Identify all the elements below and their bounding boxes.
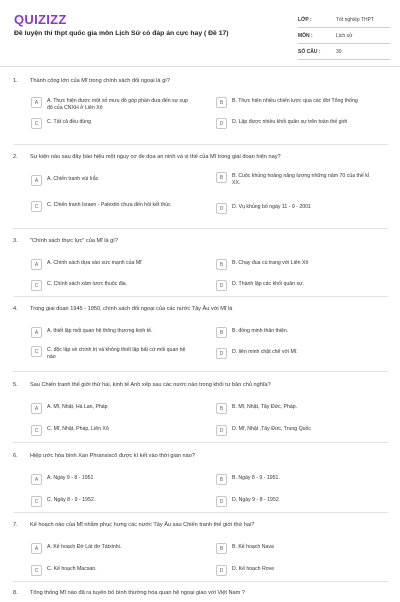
question-number: 5. [13, 382, 18, 388]
option-d[interactable] [216, 497, 376, 507]
question-number: 2. [13, 154, 18, 160]
question-text: Tổng thống Mĩ nào đã ra tuyên bố bình thường hóa quan hệ ngoại giao với Việt Nam ? [30, 590, 245, 596]
meta-value: 30 [336, 48, 342, 55]
option-text: D. Kế hoạch Rove [232, 566, 275, 572]
option-letter: B [216, 97, 227, 108]
question-item [0, 78, 400, 127]
option-a[interactable] [31, 544, 191, 554]
option-text: D. liên minh chặt chẽ với Mĩ. [232, 349, 298, 355]
option-c[interactable] [31, 347, 191, 360]
option-text: B. Mĩ, Nhật, Tây Đức, Pháp. [232, 404, 298, 410]
option-letter: A [31, 259, 42, 270]
option-text: B. Thực hiện nhiều chiến lược qua các đời Tổng thống [232, 98, 358, 104]
option-letter: C [31, 118, 42, 129]
option-text: A. Mĩ, Nhật, Hà Lan, Pháp [47, 404, 108, 410]
option-letter: C [31, 425, 42, 436]
option-text: C. Chính sách xâm lược thuộc địa. [47, 281, 128, 287]
meta-row-count [298, 44, 390, 60]
option-text: C. Chiến tranh Israen - Palextin chưa đến hồi kết thúc [47, 202, 171, 208]
option-d[interactable] [216, 566, 376, 576]
option-text: D. Ngày 9 - 8 - 1952 [232, 497, 279, 503]
option-letter: D [216, 425, 227, 436]
option-a[interactable] [31, 404, 191, 414]
option-c[interactable] [31, 281, 191, 291]
option-text: C. Ngày 8 - 9 - 1952. [47, 497, 96, 503]
option-b[interactable] [216, 404, 376, 414]
option-text: A. thiết lập mối quan hệ thông thương kinh tế. [47, 328, 153, 334]
meta-row-subject [298, 28, 390, 44]
meta-row-grade [298, 12, 390, 28]
option-letter: A [31, 175, 42, 186]
option-text: B. đồng minh thân thiện. [232, 328, 289, 334]
question-number: 1. [13, 78, 18, 84]
option-letter: C [31, 201, 42, 212]
question-divider [13, 442, 388, 443]
question-number: 3. [13, 238, 18, 244]
option-letter: C [31, 280, 42, 291]
question-text: Sau Chiến tranh thế giới thứ hai, kinh tế Anh xếp sau các nước nào trong khối tư bản chủ nghĩa? [30, 382, 271, 388]
option-letter: D [216, 348, 227, 359]
option-a[interactable] [31, 475, 191, 485]
option-b[interactable] [216, 544, 376, 554]
option-a[interactable] [31, 328, 191, 338]
option-text: B. Kế hoạch Nava [232, 544, 274, 550]
question-text: Sự kiện nào sau đây báo hiệu một nguy cơ đe dọa an ninh và vị thế của Mĩ trong giai đoạn hiện nay? [30, 154, 281, 160]
option-text: A. Chính sách dựa vào sức mạnh của Mĩ [47, 260, 142, 266]
option-letter: B [216, 327, 227, 338]
question-divider [13, 581, 388, 582]
question-divider [13, 296, 388, 297]
option-b[interactable] [216, 260, 376, 270]
question-item [0, 590, 400, 602]
question-text: "Chính sách thực lực" của Mĩ là gì? [30, 238, 118, 244]
question-text: Thành công lớn của Mĩ trong chính sách đối ngoại là gì? [30, 78, 170, 84]
option-a[interactable] [31, 260, 191, 270]
worksheet-title: Đề luyện thi thpt quốc gia môn Lịch Sử có đáp án cực hay ( Đề 17) [14, 30, 229, 37]
question-divider [13, 144, 388, 145]
option-text: A. Chiến tranh vùi Irắc [47, 176, 99, 182]
option-text: B. Chạy đua cù trang với Liên Xô [232, 260, 309, 266]
meta-value: Tốt nghiệp THPT [336, 16, 374, 23]
option-b[interactable] [216, 173, 376, 186]
option-text: C. Mĩ, Nhật, Pháp, Liên Xô [47, 426, 109, 432]
option-text: D. Mĩ, Nhật ,Tây Đức, Trung Quốc [232, 426, 312, 432]
option-letter: D [216, 118, 227, 129]
option-letter: C [31, 496, 42, 507]
option-a[interactable] [31, 98, 191, 111]
option-d[interactable] [216, 119, 376, 129]
option-letter: B [216, 403, 227, 414]
question-text: Kế hoạch nào của Mĩ nhằm phục hưng các nước Tây Âu sau Chiến tranh thế giới thứ hai? [30, 522, 255, 528]
option-b[interactable] [216, 328, 376, 338]
option-letter: C [31, 346, 42, 357]
meta-label: LỚP : [298, 16, 312, 23]
worksheet-meta [298, 12, 390, 60]
option-d[interactable] [216, 426, 376, 436]
option-text: A. Ngày 9 - 8 - 1951 [47, 475, 94, 481]
meta-label: MÔN : [298, 32, 313, 39]
option-text: D. Lập được nhiều khối quân sự trên toàn thế giới [232, 119, 348, 125]
question-text: Trong giai đoạn 1945 - 1950, chính sách đối ngoại của các nước Tây Âu với Mĩ là [30, 306, 233, 312]
option-letter: D [216, 565, 227, 576]
question-number: 6. [13, 453, 18, 459]
option-letter: A [31, 474, 42, 485]
option-c[interactable] [31, 426, 191, 436]
question-item [0, 453, 400, 505]
option-letter: B [216, 543, 227, 554]
option-c[interactable] [31, 497, 191, 507]
question-divider [13, 228, 388, 229]
option-c[interactable] [31, 566, 191, 576]
option-text: A. Thực hiện được một số mưu đồ góp phần đưa đến sự sụp đổ của CNXH ở Liên Xô [47, 98, 188, 111]
option-d[interactable] [216, 281, 376, 291]
option-c[interactable] [31, 202, 191, 212]
question-item [0, 238, 400, 289]
option-text: C. Tất cả đều đúng [47, 119, 92, 125]
option-b[interactable] [216, 98, 376, 108]
option-a[interactable] [31, 176, 191, 186]
option-text: C. Kế hoạch Macsan. [47, 566, 97, 572]
meta-value: Lịch sử [336, 32, 353, 39]
option-letter: B [216, 172, 227, 183]
option-text: A. Kế hoạch Đờ Lát đơ Tátxinhi. [47, 544, 122, 550]
question-text: Hiệp ước hòa bình Xan Phranxixcô được kí kết vào thời gian nào? [30, 453, 195, 459]
question-item [0, 522, 400, 574]
option-letter: D [216, 280, 227, 291]
quizizz-logo: QUIZIZZ [14, 12, 67, 27]
question-item [0, 154, 400, 212]
option-text: D. Thành lập các khối quân sự. [232, 281, 305, 287]
option-b[interactable] [216, 475, 376, 485]
question-divider [13, 371, 388, 372]
meta-label: SỐ CÂU : [298, 48, 321, 55]
option-letter: A [31, 543, 42, 554]
option-text: D. Vụ khủng bố ngày 11 - 9 - 2001 [232, 204, 311, 210]
worksheet-header [0, 0, 400, 67]
option-letter: A [31, 327, 42, 338]
option-text: B. Cuộc khủng hoảng năng lượng những năm 70 của thế kỉ XX. [232, 173, 369, 186]
option-d[interactable] [216, 349, 376, 359]
option-d[interactable] [216, 204, 376, 214]
option-letter: A [31, 97, 42, 108]
question-item [0, 382, 400, 434]
question-item [0, 306, 400, 360]
question-number: 7. [13, 522, 18, 528]
option-letter: B [216, 474, 227, 485]
option-letter: B [216, 259, 227, 270]
option-letter: D [216, 203, 227, 214]
option-letter: A [31, 403, 42, 414]
option-letter: D [216, 496, 227, 507]
option-text: B. Ngày 8 - 9 - 1951. [232, 475, 280, 481]
option-letter: C [31, 565, 42, 576]
question-number: 4. [13, 306, 18, 312]
question-divider [13, 512, 388, 513]
question-number: 8. [13, 590, 18, 596]
option-text: C. độc lập về chính trị và không thiết lập bất cứ mối quan hệ nào [47, 347, 186, 360]
option-c[interactable] [31, 119, 191, 129]
